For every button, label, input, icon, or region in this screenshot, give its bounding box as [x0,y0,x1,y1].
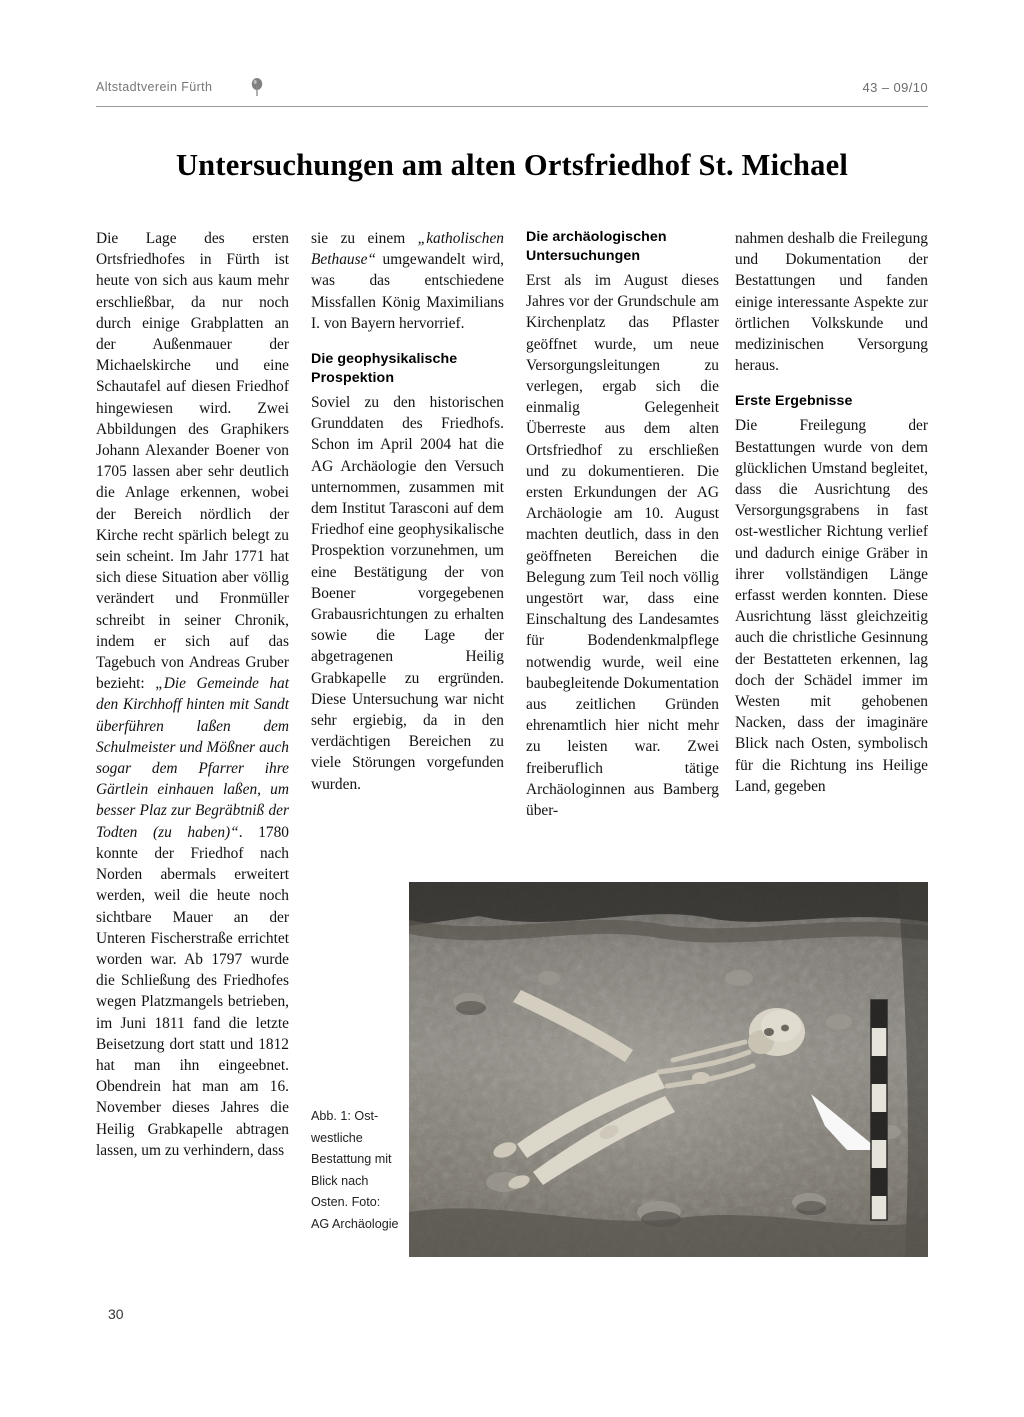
col1-quote: „Die Gemeinde hat den Kirchhoff hinten mit Sandt überführen laßen dem Schulmeister und Mößner auch sogar dem Pfarrer ihre Gärtlein einhauen laßen, um besser Plaz zur Begräbtniß der Todten (zu haben)“ [96,675,289,841]
col4-paragraph-1: nahmen deshalb die Freilegung und Dokumentation der Bestattungen und fanden einige interessante Aspekte zur örtlichen Volkskunde und medizinischen Versorgung heraus. [735,230,928,375]
section-heading-erste-ergebnisse: Erste Ergebnisse [735,393,853,410]
section-heading-archaeologische-untersuchungen: Die archäologischen Untersuchungen [526,229,667,264]
section-heading-geophysik: Die geophysikalische Prospektion [311,351,458,387]
col3-paragraph-1: Erst als im August dieses Jahres vor der Grundschule am Kirchenplatz das Pflaster geöffnet wurde, um neue Versorgungsleitungen zu verlegen, ergab sich die einmalig Gelegenheit Überreste aus dem alten Ortsfriedhof zu erschließen und zu dokumentieren. Die ersten Erkundungen der AG Archäologie am 10. August machten deutlich, dass in den geöffneten Bereichen die Belegung zum Teil noch völlig ungestört war, dass eine Einschaltung des Landesamtes für Bodendenkmalpflege notwendig wurde, weil eine baubegleitende Dokumentation aus zeitlichen Gründen ehrenamtlich hier nicht mehr zu leisten war. Zwei freiberuflich tätige Archäologinnen aus Bamberg über- [526,272,719,820]
pin-icon [248,77,266,97]
col2-paragraph-1b: umgewandelt wird, was das entschiedene Missfallen König Maximilians I. von Bayern hervorrief. [311,251,504,332]
running-head-right: 43 – 09/10 [862,80,928,95]
paragraph [311,228,504,334]
col1-paragraph-2: . 1780 konnte der Friedhof nach Norden abermals erweitert werden, weil die heute noch sichtbare Mauer an der Unteren Fischerstraße errichtet worden war. Ab 1797 wurde die Schließung des Friedhofes wegen Platzmangels betrieben, im Juni 1811 fand die letzte Beisetzung dort statt und 1812 hat man ihn eingeebnet. Obendrein hat man am 16. November dieses Jahres die Heilig Grabkapelle abtragen lassen, um zu verhindern, dass [96,823,289,1159]
excavation-photo [409,882,928,1257]
paragraph [96,228,289,1161]
col2-paragraph-2: Soviel zu den historischen Grunddaten des Friedhofs. Schon im April 2004 hat die AG Archäologie den Versuch unternommen, zusammen mit dem Institut Tarasconi auf dem Friedhof eine geophysikalische Prospektion vorzunehmen, um eine Bestätigung der von Boener vorgegebenen Grabausrichtungen zu erhalten sowie die Lage der abgetragenen Heilig Grabkapelle zu ergründen. Diese Untersuchung war nicht sehr ergiebig, da in den verdächtigen Bereichen zu viele Störungen vorgefunden wurden. [311,394,504,793]
col4-paragraph-2: Die Freilegung der Bestattungen wurde von dem glücklichen Umstand begleitet, dass die Ausrichtung des Versorgungsgrabens in fast ost-westlicher Richtung verlief und dadurch einige Gräber in ihrer vollständigen Länge erfasst werden konnten. Diese Ausrichtung lässt gleichzeitig auch die christliche Gesinnung der Bestatteten erkennen, lag doch der Schädel immer im Westen mit gehobenen Nacken, dass der imaginäre Blick nach Osten, symbolisch für die Richtung ins Heilige Land, gegeben [735,417,928,795]
running-head [96,80,928,107]
col2-paragraph-1a: sie zu einem [311,230,418,247]
running-head-left: Altstadtverein Fürth [96,80,213,94]
text-column-4 [735,228,928,797]
text-column-2 [311,228,504,795]
col1-paragraph-1: Die Lage des ersten Ortsfriedhofes in Fürth ist heute von sich aus kaum mehr erschließbar, da nur noch durch einige Grabplatten an der Außenmauer der Michaelskirche und eine Schautafel auf diesen Friedhof hingewiesen wird. Zwei Abbildungen des Graphikers Johann Alexander Boener von 1705 lassen aber sehr deutlich die Anlage erkennen, wobei der Bereich nördlich der Kirche recht spärlich belegt zu sein scheint. Im Jahr 1771 hat sich diese Situation aber völlig verändert und Fronmüller schreibt in seiner Chronik, indem er sich auf das Tagebuch von Andreas Gruber bezieht: [96,230,289,693]
page-number: 30 [108,1306,124,1322]
col2-italic-term: „katholischen Bethause“ [311,230,504,269]
text-column-3 [526,228,719,821]
text-column-1 [96,228,289,1161]
page-title: Untersuchungen am alten Ortsfriedhof St. Michael [175,148,849,183]
figure-caption: Abb. 1: Ost-westliche Bestattung mit Blick nach Osten. Foto: AG Archäologie [311,1109,399,1231]
